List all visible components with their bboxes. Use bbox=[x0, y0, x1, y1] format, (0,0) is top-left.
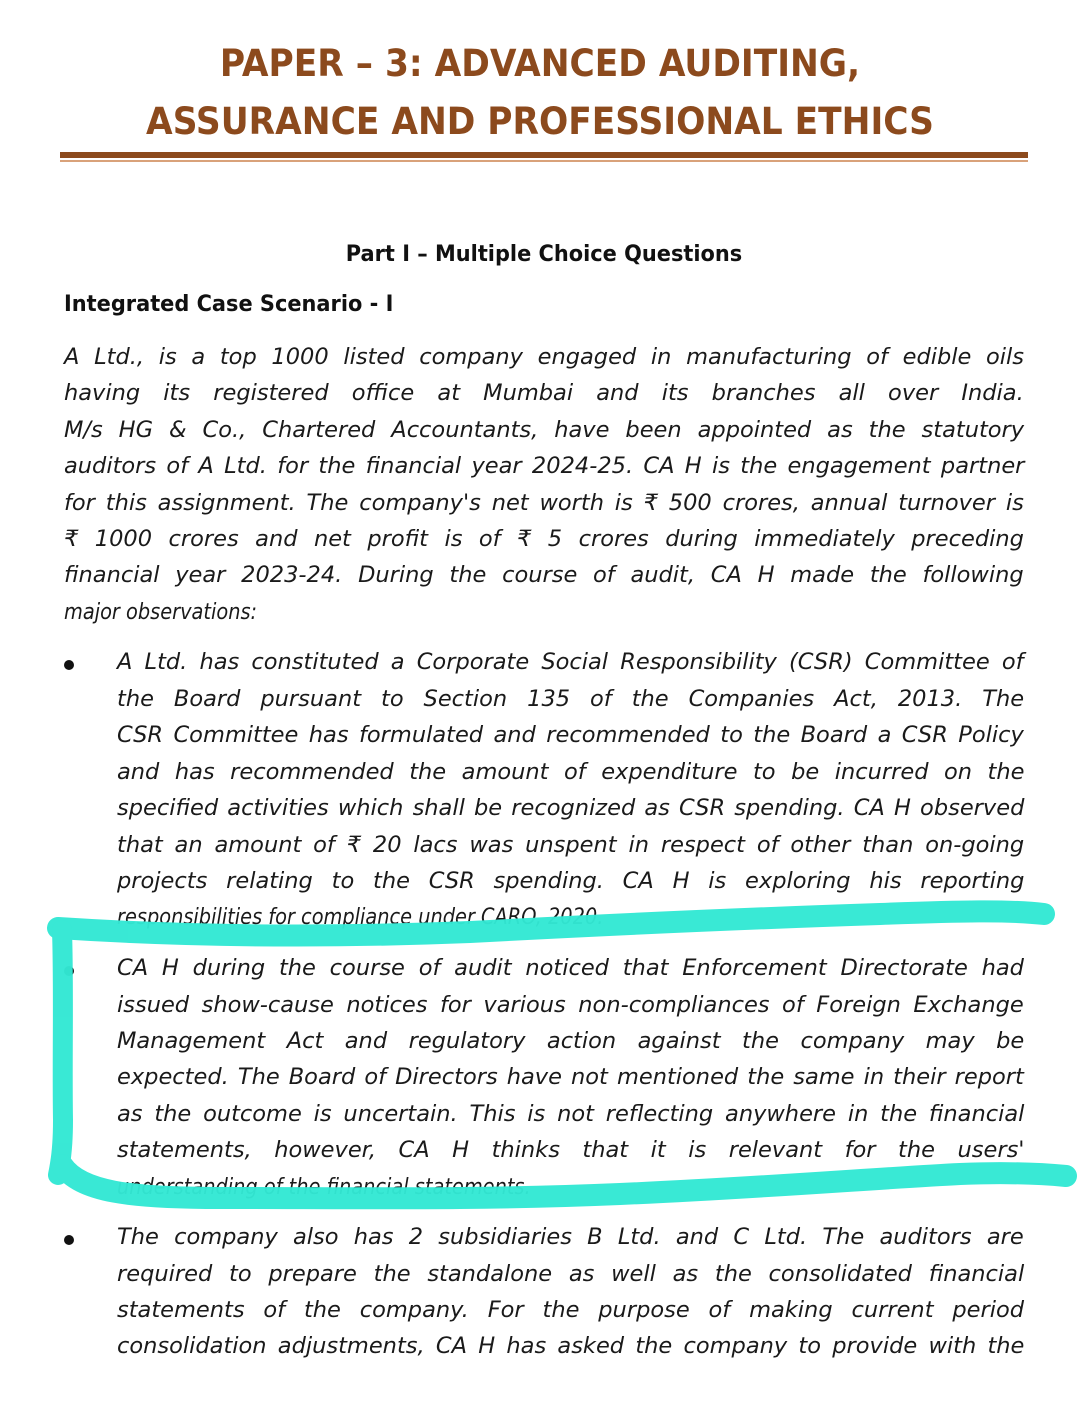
text-line-content: CSR Committee has formulated and recommended to the Board a CSR Policy bbox=[117, 722, 1024, 748]
paper-title-line-1: PAPER – 3: ADVANCED AUDITING, bbox=[219, 42, 861, 85]
text-line-content: statements, however, CA H thinks that it is relevant for the users' bbox=[117, 1137, 1025, 1163]
text-line bbox=[117, 791, 1024, 825]
paper-title-line-2: ASSURANCE AND PROFESSIONAL ETHICS bbox=[146, 100, 934, 143]
text-line bbox=[117, 900, 1024, 934]
text-line bbox=[64, 522, 1024, 556]
bullet-icon bbox=[64, 1235, 74, 1245]
title-divider-thin bbox=[60, 160, 1028, 162]
text-line bbox=[64, 413, 1024, 447]
text-line bbox=[117, 1097, 1024, 1131]
text-line-content: as the outcome is uncertain. This is not reflecting anywhere in the financial bbox=[117, 1101, 1025, 1127]
text-line-content: M/s HG & Co., Chartered Accountants, have been appointed as the statutory bbox=[64, 417, 1025, 443]
text-line bbox=[117, 1329, 1024, 1363]
bullet-icon bbox=[64, 660, 74, 670]
text-line-content: projects relating to the CSR spending. CA H is exploring his reporting bbox=[117, 868, 1025, 894]
text-line-content: The company also has 2 subsidiaries B Ltd. and C Ltd. The auditors are bbox=[117, 1224, 1024, 1250]
text-line bbox=[64, 558, 1024, 592]
text-line bbox=[117, 828, 1024, 862]
text-line-content: CA H during the course of audit noticed that Enforcement Directorate had bbox=[117, 955, 1024, 981]
title-divider-thick bbox=[60, 152, 1028, 158]
case-scenario-heading: Integrated Case Scenario - I bbox=[64, 292, 394, 317]
text-line-content: responsibilities for compliance under CARO, 2020. bbox=[117, 904, 604, 930]
text-line-content: auditors of A Ltd. for the financial year 2024-25. CA H is the engagement partner bbox=[64, 453, 1025, 479]
text-line-content: the Board pursuant to Section 135 of the Companies Act, 2013. The bbox=[117, 686, 1025, 712]
text-line bbox=[117, 1293, 1024, 1327]
text-line bbox=[64, 449, 1024, 483]
text-line bbox=[64, 376, 1024, 410]
highlighter-left-stroke bbox=[58, 930, 63, 1175]
text-line-content: for this assignment. The company's net worth is ₹ 500 crores, annual turnover is bbox=[64, 490, 1024, 516]
text-line-content: financial year 2023-24. During the course of audit, CA H made the following bbox=[64, 562, 1024, 588]
text-line bbox=[117, 1257, 1024, 1291]
text-line-content: and has recommended the amount of expenditure to be incurred on the bbox=[117, 759, 1025, 785]
text-line-content: issued show-cause notices for various non-compliances of Foreign Exchange bbox=[117, 992, 1024, 1018]
text-line bbox=[117, 1170, 1024, 1204]
text-line-content: A Ltd., is a top 1000 listed company engaged in manufacturing of edible oils bbox=[64, 344, 1025, 370]
bullet-icon bbox=[64, 966, 74, 976]
text-line-content: consolidation adjustments, CA H has asked the company to provide with the bbox=[117, 1333, 1025, 1359]
text-line-content: major observations: bbox=[64, 599, 258, 625]
text-line bbox=[64, 486, 1024, 520]
text-line bbox=[117, 1220, 1024, 1254]
text-line bbox=[117, 1024, 1024, 1058]
text-line bbox=[64, 595, 1024, 629]
text-line-content: understanding of the financial statements. bbox=[117, 1174, 531, 1200]
text-line bbox=[117, 1060, 1024, 1094]
part-heading: Part I – Multiple Choice Questions bbox=[345, 242, 743, 267]
text-line-content: Management Act and regulatory action against the company may be bbox=[117, 1028, 1025, 1054]
text-line-content: that an amount of ₹ 20 lacs was unspent in respect of other than on-going bbox=[117, 832, 1025, 858]
text-line bbox=[117, 755, 1024, 789]
text-line-content: required to prepare the standalone as well as the consolidated financial bbox=[117, 1261, 1025, 1287]
text-line-content: ₹ 1000 crores and net profit is of ₹ 5 crores during immediately preceding bbox=[64, 526, 1024, 552]
text-line-content: expected. The Board of Directors have not mentioned the same in their report bbox=[117, 1064, 1024, 1090]
text-line-content: A Ltd. has constituted a Corporate Social Responsibility (CSR) Committee of bbox=[117, 649, 1024, 675]
text-line bbox=[117, 1133, 1024, 1167]
text-line-content: having its registered office at Mumbai and its branches all over India. bbox=[64, 380, 1024, 406]
text-line bbox=[64, 340, 1024, 374]
text-line bbox=[117, 682, 1024, 716]
text-line bbox=[117, 718, 1024, 752]
text-line bbox=[117, 951, 1024, 985]
text-line-content: statements of the company. For the purpose of making current period bbox=[117, 1297, 1025, 1323]
text-line bbox=[117, 988, 1024, 1022]
text-line-content: specified activities which shall be recognized as CSR spending. CA H observed bbox=[117, 795, 1025, 821]
text-line bbox=[117, 645, 1024, 679]
text-line bbox=[117, 864, 1024, 898]
